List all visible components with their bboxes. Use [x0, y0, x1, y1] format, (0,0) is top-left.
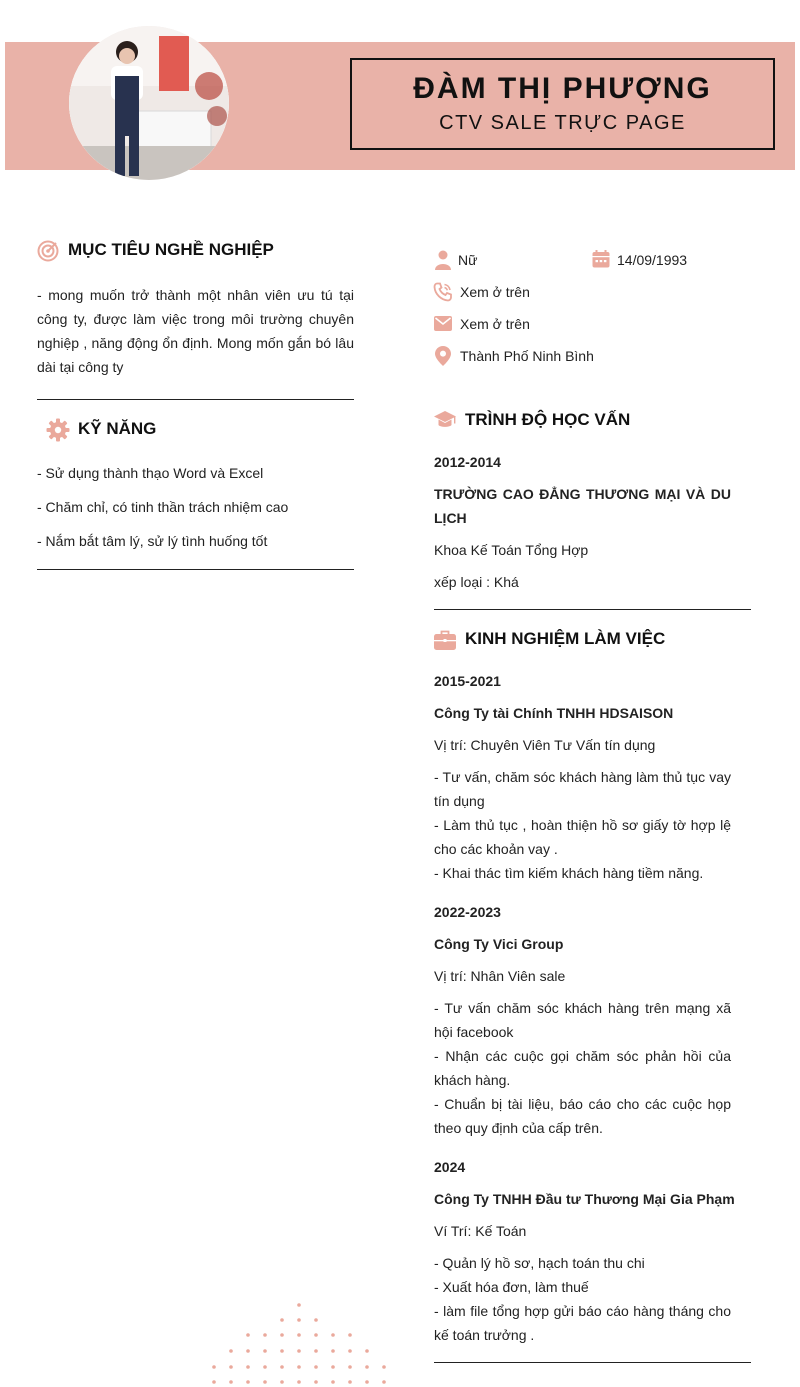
job-duty: - Quản lý hồ sơ, hạch toán thu chi — [434, 1255, 645, 1271]
skill-item: - Nắm bắt tâm lý, sử lý tình huống tốt — [37, 533, 268, 549]
name-box — [350, 58, 775, 150]
job-duty: - Nhận các cuộc gọi chăm sóc phản hồi của khách hàng. — [434, 1048, 731, 1088]
job-duty: - Tư vấn chăm sóc khách hàng trên mạng xã hội facebook — [434, 1000, 731, 1040]
birthday-value: 14/09/1993 — [617, 252, 688, 268]
divider — [434, 609, 751, 610]
education-title: TRÌNH ĐỘ HỌC VẤN — [465, 410, 631, 429]
education-major: Khoa Kế Toán Tổng Hợp — [434, 542, 589, 558]
skills-title: KỸ NĂNG — [78, 419, 157, 438]
email-value: Xem ở trên — [460, 316, 530, 332]
job-duty: - Xuất hóa đơn, làm thuế — [434, 1279, 589, 1295]
candidate-role: CTV SALE TRỰC PAGE — [439, 112, 686, 134]
job-position: Ví Trí: Kế Toán — [434, 1223, 527, 1239]
job-period: 2022-2023 — [434, 904, 501, 920]
job-position: Vị trí: Nhân Viên sale — [434, 968, 566, 984]
job-duty: - Khai thác tìm kiếm khách hàng tiềm năng. — [434, 865, 704, 881]
divider — [37, 399, 354, 400]
job-company: Công Ty TNHH Đầu tư Thương Mại Gia Phạm — [434, 1191, 735, 1207]
education-grade: xếp loại : Khá — [434, 574, 519, 590]
job-duty: - Tư vấn, chăm sóc khách hàng làm thủ tục vay tín dụng — [434, 769, 731, 809]
objective-text: - mong muốn trở thành một nhân viên ưu tú tại công ty, được làm việc trong môi trường chuyên nghiệp , năng động ổn định. Mong mốn gắn bó lâu dài tại công ty — [37, 287, 354, 375]
target-icon — [37, 240, 59, 262]
education-period: 2012-2014 — [434, 454, 501, 470]
job-duty: - Chuẩn bị tài liệu, báo cáo cho các cuộc họp theo quy định của cấp trên. — [434, 1096, 731, 1136]
decorative-dots — [210, 1300, 390, 1387]
phone-icon — [433, 282, 453, 302]
gender-value: Nữ — [458, 252, 478, 268]
person-icon — [434, 250, 452, 270]
email-icon — [434, 316, 452, 331]
experience-title: KINH NGHIỆM LÀM VIỆC — [465, 629, 666, 648]
objective-title: MỤC TIÊU NGHỀ NGHIỆP — [68, 240, 274, 259]
job-duty: - làm file tổng hợp gửi báo cáo hàng tháng cho kế toán trưởng . — [434, 1303, 731, 1343]
graduation-cap-icon — [434, 410, 456, 430]
address-value: Thành Phố Ninh Bình — [460, 348, 594, 364]
location-pin-icon — [435, 346, 451, 366]
phone-value: Xem ở trên — [460, 284, 530, 300]
divider — [37, 569, 354, 570]
avatar — [69, 26, 229, 180]
calendar-icon — [592, 250, 610, 268]
job-company: Công Ty tài Chính TNHH HDSAISON — [434, 705, 674, 721]
job-period: 2024 — [434, 1159, 466, 1175]
skill-item: - Sử dụng thành thạo Word và Excel — [37, 465, 264, 481]
job-company: Công Ty Vici Group — [434, 936, 564, 952]
gear-icon — [46, 418, 70, 442]
job-position: Vị trí: Chuyên Viên Tư Vấn tín dụng — [434, 737, 656, 753]
candidate-name: ĐÀM THỊ PHƯỢNG — [413, 72, 712, 105]
skill-item: - Chăm chỉ, có tinh thần trách nhiệm cao — [37, 499, 289, 515]
job-period: 2015-2021 — [434, 673, 501, 689]
job-duty: - Làm thủ tục , hoàn thiện hồ sơ giấy tờ hợp lệ cho các khoản vay . — [434, 817, 731, 857]
divider — [434, 1362, 751, 1363]
briefcase-icon — [434, 630, 456, 650]
education-school: TRƯỜNG CAO ĐẲNG THƯƠNG MẠI VÀ DU LỊCH — [434, 486, 731, 526]
